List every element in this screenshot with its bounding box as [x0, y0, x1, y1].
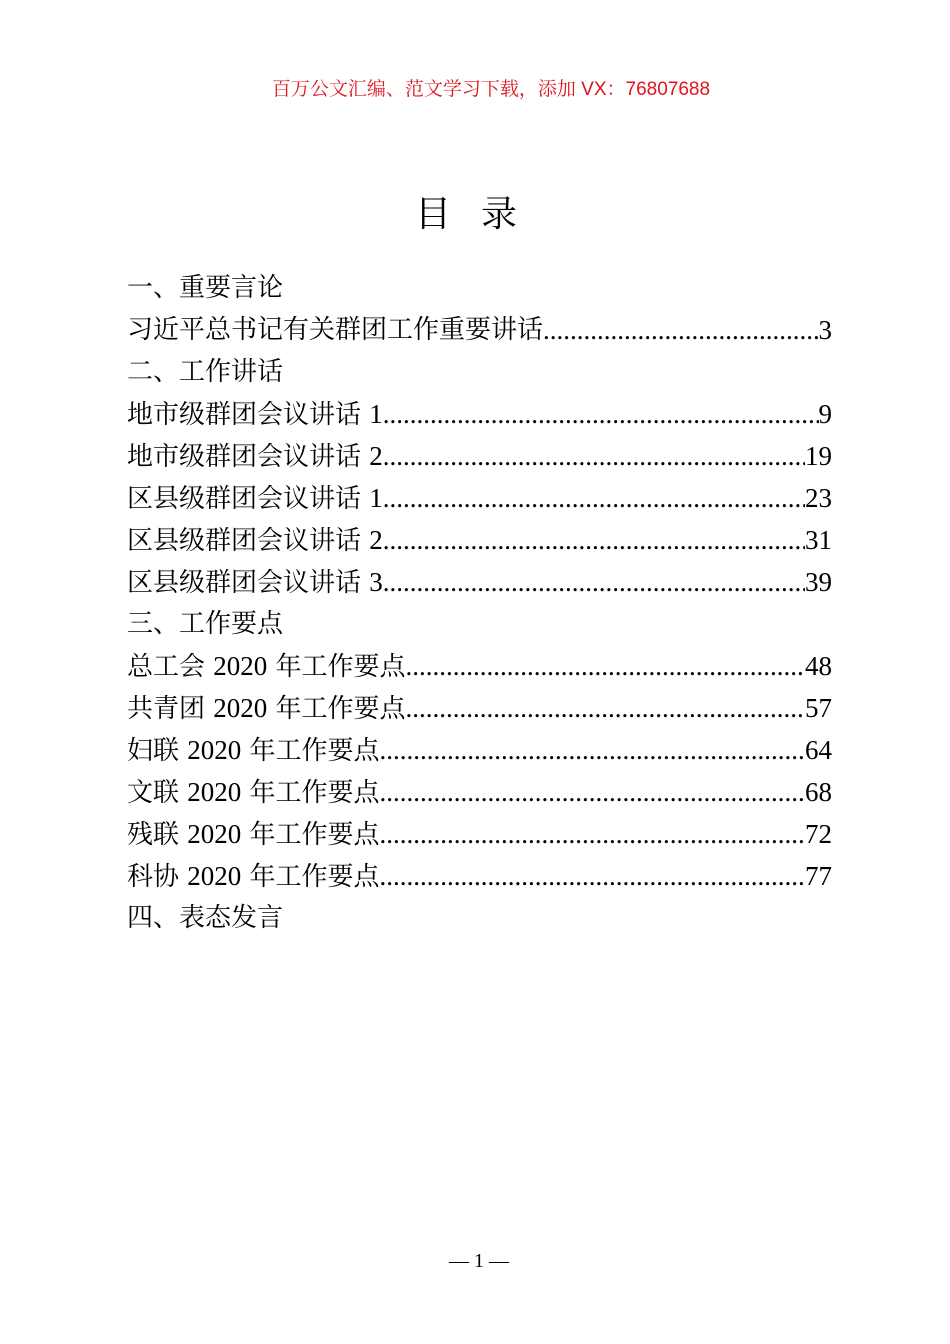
toc-page-number: 64	[805, 735, 832, 765]
toc-entry-title: 残联 2020 年工作要点	[127, 819, 380, 850]
header-banner: 百万公文汇编、范文学习下载，添加 VX：76807688	[271, 79, 711, 100]
toc-entry[interactable]	[127, 729, 832, 771]
toc-entry[interactable]	[127, 435, 832, 477]
toc-entry-title: 地市级群团会议讲话 1	[127, 399, 383, 430]
page-title: 目录	[414, 194, 547, 235]
toc-page-number: 77	[805, 861, 832, 891]
toc-page-number: 31	[805, 525, 832, 555]
toc-page-number: 57	[805, 693, 832, 723]
dot-leader	[380, 855, 805, 897]
toc-entry[interactable]	[127, 645, 832, 687]
dot-leader	[380, 729, 805, 771]
toc-page-number: 72	[805, 819, 832, 849]
dot-leader	[383, 393, 819, 435]
page-number: — 1 —	[449, 1250, 509, 1272]
table-of-contents	[127, 267, 832, 939]
dot-leader	[406, 687, 805, 729]
dot-leader	[383, 519, 805, 561]
toc-entry-title: 区县级群团会议讲话 1	[127, 483, 383, 514]
toc-page-number: 48	[805, 651, 832, 681]
toc-page-number: 68	[805, 777, 832, 807]
dot-leader	[543, 309, 818, 351]
dot-leader	[383, 435, 805, 477]
toc-entry[interactable]	[127, 519, 832, 561]
toc-section-heading	[127, 603, 832, 645]
toc-section-heading	[127, 267, 832, 309]
toc-page-number: 39	[805, 567, 832, 597]
dot-leader	[383, 477, 805, 519]
toc-entry[interactable]	[127, 813, 832, 855]
toc-entry-title: 科协 2020 年工作要点	[127, 861, 380, 892]
dot-leader	[383, 561, 805, 603]
toc-entry-title: 区县级群团会议讲话 3	[127, 567, 383, 598]
toc-page-number: 19	[805, 441, 832, 471]
toc-entry[interactable]	[127, 561, 832, 603]
toc-entry-title: 文联 2020 年工作要点	[127, 777, 380, 808]
toc-entry[interactable]	[127, 309, 832, 351]
toc-entry[interactable]	[127, 855, 832, 897]
toc-entry-title: 地市级群团会议讲话 2	[127, 441, 383, 472]
toc-page-number: 23	[805, 483, 832, 513]
dot-leader	[380, 771, 805, 813]
toc-entry-title: 二、工作讲话	[127, 357, 284, 387]
toc-entry-title: 区县级群团会议讲话 2	[127, 525, 383, 556]
toc-entry[interactable]	[127, 477, 832, 519]
toc-entry-title: 四、表态发言	[127, 903, 284, 933]
toc-entry[interactable]	[127, 771, 832, 813]
toc-section-heading	[127, 897, 832, 939]
dot-leader	[380, 813, 805, 855]
toc-section-heading	[127, 351, 832, 393]
toc-entry-title: 习近平总书记有关群团工作重要讲话	[127, 315, 544, 345]
toc-page-number: 9	[818, 399, 832, 429]
toc-entry-title: 三、工作要点	[127, 609, 284, 639]
toc-entry-title: 共青团 2020 年工作要点	[127, 693, 406, 724]
toc-entry-title: 妇联 2020 年工作要点	[127, 735, 380, 766]
toc-entry-title: 总工会 2020 年工作要点	[127, 651, 406, 682]
toc-page-number: 3	[818, 315, 832, 345]
toc-entry[interactable]	[127, 393, 832, 435]
dot-leader	[406, 645, 805, 687]
toc-entry-title: 一、重要言论	[127, 273, 284, 303]
toc-entry[interactable]	[127, 687, 832, 729]
